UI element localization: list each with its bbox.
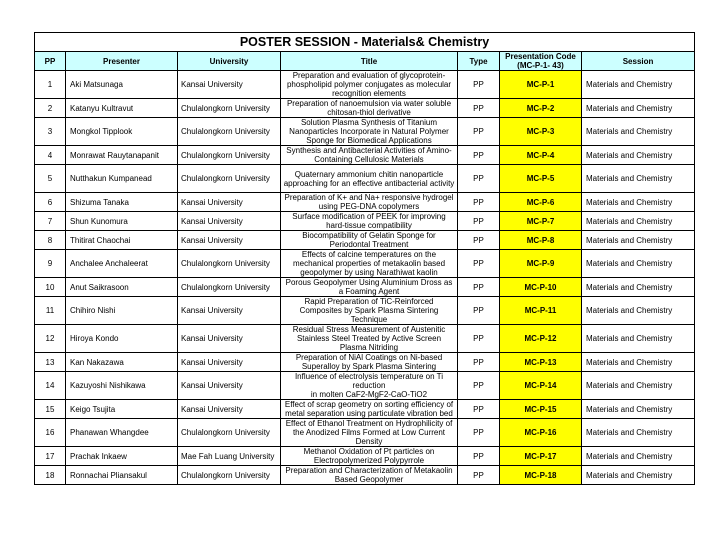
cell-type: PP <box>458 466 500 485</box>
cell-title: Porous Geopolymer Using Aluminium Dross as a Foaming Agent <box>281 278 458 297</box>
cell-pp: 5 <box>35 165 66 193</box>
cell-pp: 6 <box>35 193 66 212</box>
cell-type: PP <box>458 71 500 99</box>
header-presenter: Presenter <box>66 52 178 71</box>
cell-session: Materials and Chemistry <box>582 146 695 165</box>
cell-pp: 17 <box>35 447 66 466</box>
cell-session: Materials and Chemistry <box>582 118 695 146</box>
table-row <box>35 278 695 297</box>
cell-pp: 4 <box>35 146 66 165</box>
table-row <box>35 447 695 466</box>
cell-session: Materials and Chemistry <box>582 297 695 325</box>
cell-presentation-code: MC-P-12 <box>500 325 582 353</box>
cell-presenter: Kan Nakazawa <box>66 353 178 372</box>
table-row <box>35 325 695 353</box>
cell-type: PP <box>458 372 500 400</box>
header-session: Session <box>582 52 695 71</box>
cell-university: Chulalongkorn University <box>178 250 281 278</box>
cell-title: Preparation of nanoemulsion via water soluble chitosan-thiol derivative <box>281 99 458 118</box>
cell-presenter: Mongkol Tipplook <box>66 118 178 146</box>
cell-type: PP <box>458 419 500 447</box>
cell-pp: 13 <box>35 353 66 372</box>
cell-presenter: Kazuyoshi Nishikawa <box>66 372 178 400</box>
cell-presentation-code: MC-P-14 <box>500 372 582 400</box>
table-row <box>35 353 695 372</box>
poster-session-sheet <box>34 32 694 485</box>
cell-presentation-code: MC-P-6 <box>500 193 582 212</box>
cell-university: Kansai University <box>178 353 281 372</box>
cell-type: PP <box>458 118 500 146</box>
cell-type: PP <box>458 146 500 165</box>
cell-pp: 2 <box>35 99 66 118</box>
cell-pp: 15 <box>35 400 66 419</box>
cell-university: Chulalongkorn University <box>178 278 281 297</box>
cell-type: PP <box>458 447 500 466</box>
cell-presenter: Aki Matsunaga <box>66 71 178 99</box>
cell-session: Materials and Chemistry <box>582 372 695 400</box>
cell-title: Preparation and evaluation of glycoprotein-phospholipid polymer conjugates as molecular recognition elements <box>281 71 458 99</box>
cell-session: Materials and Chemistry <box>582 193 695 212</box>
cell-session: Materials and Chemistry <box>582 419 695 447</box>
cell-title: Biocompatibility of Gelatin Sponge for Periodontal Treatment <box>281 231 458 250</box>
cell-presenter: Chihiro Nishi <box>66 297 178 325</box>
table-row <box>35 99 695 118</box>
table-row <box>35 71 695 99</box>
cell-presentation-code: MC-P-1 <box>500 71 582 99</box>
header-university: University <box>178 52 281 71</box>
cell-presenter: Shun Kunomura <box>66 212 178 231</box>
table-row <box>35 400 695 419</box>
cell-university: Kansai University <box>178 297 281 325</box>
cell-presentation-code: MC-P-10 <box>500 278 582 297</box>
cell-pp: 16 <box>35 419 66 447</box>
cell-university: Kansai University <box>178 372 281 400</box>
cell-title: Solution Plasma Synthesis of Titanium Nanoparticles Incorporate in Natural Polymer Sponge for Biomedical Applications <box>281 118 458 146</box>
header-row <box>35 52 695 71</box>
cell-presentation-code: MC-P-8 <box>500 231 582 250</box>
cell-presentation-code: MC-P-15 <box>500 400 582 419</box>
cell-session: Materials and Chemistry <box>582 466 695 485</box>
poster-session-table <box>34 32 695 485</box>
cell-session: Materials and Chemistry <box>582 231 695 250</box>
cell-title: Synthesis and Antibacterial Activities of Amino-Containing Cellulosic Materials <box>281 146 458 165</box>
cell-title: Preparation and Characterization of Metakaolin Based Geopolymer <box>281 466 458 485</box>
cell-pp: 3 <box>35 118 66 146</box>
cell-type: PP <box>458 165 500 193</box>
header-type: Type <box>458 52 500 71</box>
cell-presenter: Ronnachai Pliansakul <box>66 466 178 485</box>
cell-presentation-code: MC-P-11 <box>500 297 582 325</box>
cell-session: Materials and Chemistry <box>582 212 695 231</box>
cell-title: Effects of calcine temperatures on the mechanical properties of metakaolin based geopolymer by using Narathiwat kaolin <box>281 250 458 278</box>
cell-pp: 11 <box>35 297 66 325</box>
cell-university: Chulalongkorn University <box>178 419 281 447</box>
table-row <box>35 165 695 193</box>
cell-presentation-code: MC-P-4 <box>500 146 582 165</box>
cell-title: Quaternary ammonium chitin nanoparticle approaching for an effective antibacterial activity <box>281 165 458 193</box>
cell-presenter: Phanawan Whangdee <box>66 419 178 447</box>
cell-title: Preparation of K+ and Na+ responsive hydrogel using PEG-DNA copolymers <box>281 193 458 212</box>
table-row <box>35 419 695 447</box>
cell-pp: 18 <box>35 466 66 485</box>
cell-university: Kansai University <box>178 71 281 99</box>
cell-university: Kansai University <box>178 325 281 353</box>
cell-university: Kansai University <box>178 231 281 250</box>
cell-type: PP <box>458 278 500 297</box>
cell-university: Chulalongkorn University <box>178 118 281 146</box>
cell-title: Rapid Preparation of TiC-Reinforced Composites by Spark Plasma Sintering Technique <box>281 297 458 325</box>
cell-session: Materials and Chemistry <box>582 99 695 118</box>
cell-university: Chulalongkorn University <box>178 466 281 485</box>
table-row <box>35 118 695 146</box>
cell-type: PP <box>458 212 500 231</box>
cell-presentation-code: MC-P-5 <box>500 165 582 193</box>
cell-presenter: Anchalee Anchaleerat <box>66 250 178 278</box>
cell-title: Influence of electrolysis temperature on Ti reduction in molten CaF2-MgF2-CaO-TiO2 <box>281 372 458 400</box>
cell-presenter: Nutthakun Kumpanead <box>66 165 178 193</box>
cell-session: Materials and Chemistry <box>582 71 695 99</box>
cell-session: Materials and Chemistry <box>582 165 695 193</box>
cell-presenter: Hiroya Kondo <box>66 325 178 353</box>
cell-title: Residual Stress Measurement of Austenitic Stainless Steel Treated by Active Screen Plasma Nitriding <box>281 325 458 353</box>
table-row <box>35 193 695 212</box>
cell-pp: 8 <box>35 231 66 250</box>
cell-type: PP <box>458 231 500 250</box>
cell-presentation-code: MC-P-17 <box>500 447 582 466</box>
cell-pp: 1 <box>35 71 66 99</box>
cell-type: PP <box>458 193 500 212</box>
cell-presenter: Katanyu Kultravut <box>66 99 178 118</box>
cell-presenter: Prachak Inkaew <box>66 447 178 466</box>
cell-type: PP <box>458 99 500 118</box>
table-row <box>35 250 695 278</box>
table-row <box>35 466 695 485</box>
cell-pp: 14 <box>35 372 66 400</box>
cell-university: Mae Fah Luang University <box>178 447 281 466</box>
cell-type: PP <box>458 400 500 419</box>
cell-presenter: Keigo Tsujita <box>66 400 178 419</box>
header-presentation-code: Presentation Code (MC-P-1- 43) <box>500 52 582 71</box>
cell-pp: 9 <box>35 250 66 278</box>
cell-presentation-code: MC-P-3 <box>500 118 582 146</box>
cell-university: Kansai University <box>178 193 281 212</box>
cell-presentation-code: MC-P-16 <box>500 419 582 447</box>
table-body <box>35 71 695 485</box>
cell-session: Materials and Chemistry <box>582 325 695 353</box>
cell-presenter: Shizuma Tanaka <box>66 193 178 212</box>
cell-session: Materials and Chemistry <box>582 447 695 466</box>
cell-session: Materials and Chemistry <box>582 278 695 297</box>
cell-presentation-code: MC-P-18 <box>500 466 582 485</box>
cell-pp: 7 <box>35 212 66 231</box>
cell-type: PP <box>458 297 500 325</box>
cell-type: PP <box>458 353 500 372</box>
cell-presenter: Monrawat Rauytanapanit <box>66 146 178 165</box>
cell-title: Methanol Oxidation of Pt particles on Electropolymerized Polypyrrole <box>281 447 458 466</box>
cell-title: Effect of Ethanol Treatment on Hydrophilicity of the Anodized Films Formed at Low Current Density <box>281 419 458 447</box>
table-row <box>35 146 695 165</box>
cell-type: PP <box>458 325 500 353</box>
cell-university: Kansai University <box>178 400 281 419</box>
table-row <box>35 231 695 250</box>
cell-presentation-code: MC-P-2 <box>500 99 582 118</box>
cell-title: Effect of scrap geometry on sorting efficiency of metal separation using particulate vibration bed <box>281 400 458 419</box>
cell-university: Chulalongkorn University <box>178 165 281 193</box>
page-title: POSTER SESSION - Materials& Chemistry <box>35 33 695 52</box>
header-title: Title <box>281 52 458 71</box>
cell-university: Kansai University <box>178 212 281 231</box>
cell-presenter: Thitirat Chaochai <box>66 231 178 250</box>
cell-session: Materials and Chemistry <box>582 400 695 419</box>
cell-presentation-code: MC-P-13 <box>500 353 582 372</box>
cell-pp: 12 <box>35 325 66 353</box>
cell-presentation-code: MC-P-7 <box>500 212 582 231</box>
cell-presentation-code: MC-P-9 <box>500 250 582 278</box>
cell-title: Surface modification of PEEK for improving hard-tissue compatibility <box>281 212 458 231</box>
cell-session: Materials and Chemistry <box>582 353 695 372</box>
cell-university: Chulalongkorn University <box>178 99 281 118</box>
cell-session: Materials and Chemistry <box>582 250 695 278</box>
cell-pp: 10 <box>35 278 66 297</box>
cell-title: Preparation of NiAl Coatings on Ni-based Superalloy by Spark Plasma Sintering <box>281 353 458 372</box>
table-row <box>35 212 695 231</box>
table-row <box>35 297 695 325</box>
table-row <box>35 372 695 400</box>
cell-university: Chulalongkorn University <box>178 146 281 165</box>
cell-type: PP <box>458 250 500 278</box>
header-pp: PP <box>35 52 66 71</box>
cell-presenter: Anut Saikrasoon <box>66 278 178 297</box>
